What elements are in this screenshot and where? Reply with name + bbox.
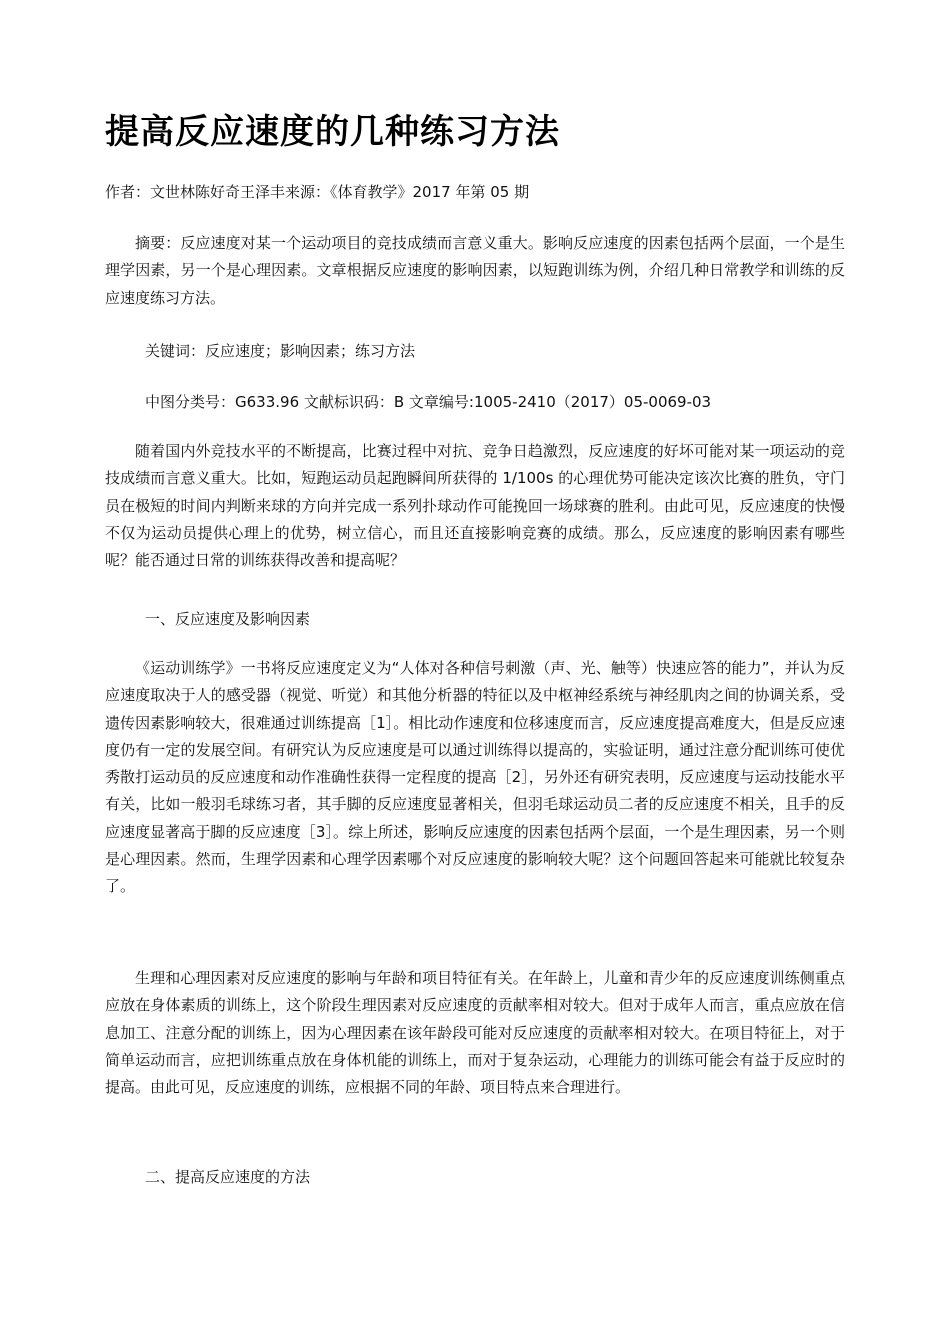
keywords-line: 关键词：反应速度；影响因素；练习方法	[145, 342, 416, 360]
abstract-paragraph: 摘要：反应速度对某一个运动项目的竞技成绩而言意义重大。影响反应速度的因素包括两个层面，一个是生理学因素，另一个是心理因素。文章根据反应速度的影响因素，以短跑训练为例，介绍几种日常教学和训练的反应速度练习方法。	[105, 234, 845, 307]
section-heading-2: 二、提高反应速度的方法	[145, 1168, 311, 1186]
article-title: 提高反应速度的几种练习方法	[105, 112, 560, 152]
body-paragraph-1: 《运动训练学》一书将反应速度定义为“人体对各种信号刺激（声、光、触等）快速应答的能力”，并认为反应速度取决于人的感受器（视觉、听觉）和其他分析器的特征以及中枢神经系统与神经肌肉之间的协调关系，受遗传因素影响较大，很难通过训练提高［1］。相比动作速度和位移速度而言，反应速度提高难度大，但是反应速度仍有一定的发展空间。有研究认为反应速度是可以通过训练得以提高的，实验证明，通过注意分配训练可使优秀散打运动员的反应速度和动作准确性获得一定程度的提高［2］，另外还有研究表明，反应速度与运动技能水平有关，比如一般羽毛球练习者，其手脚的反应速度显著相关，但羽毛球运动员二者的反应速度不相关，且手的反应速度显著高于脚的反应速度［3］。综上所述，影响反应速度的因素包括两个层面，一个是生理因素，另一个则是心理因素。然而，生理学因素和心理学因素哪个对反应速度的影响较大呢？这个问题回答起来可能就比较复杂了。	[105, 659, 845, 896]
author-source-line: 作者：文世林陈好奇王泽丰来源：《体育教学》2017 年第 05 期	[105, 183, 530, 201]
classification-line: 中图分类号：G633.96 文献标识码：B 文章编号:1005-2410（2017）05-0069-03	[145, 393, 712, 411]
body-paragraph-2: 生理和心理因素对反应速度的影响与年龄和项目特征有关。在年龄上，儿童和青少年的反应速度训练侧重点应放在身体素质的训练上，这个阶段生理因素对反应速度的贡献率相对较大。但对于成年人而言，重点应放在信息加工、注意分配的训练上，因为心理因素在该年龄段可能对反应速度的贡献率相对较大。在项目特征上，对于简单运动而言，应把训练重点放在身体机能的训练上，而对于复杂运动，心理能力的训练可能会有益于反应时的提高。由此可见，反应速度的训练，应根据不同的年龄、项目特点来合理进行。	[105, 969, 845, 1097]
intro-paragraph: 随着国内外竞技水平的不断提高，比赛过程中对抗、竞争日趋激烈，反应速度的好坏可能对某一项运动的竞技成绩而言意义重大。比如，短跑运动员起跑瞬间所获得的 1/100s 的心理优势可能决定该次比赛的胜负，守门员在极短的时间内判断来球的方向并完成一系列扑球动作可能挽回一场球赛的胜利。由此可见，反应速度的快慢不仅为运动员提供心理上的优势，树立信心，而且还直接影响竞赛的成绩。那么，反应速度的影响因素有哪些呢？能否通过日常的训练获得改善和提高呢？	[105, 442, 845, 570]
section-heading-1: 一、反应速度及影响因素	[145, 610, 311, 628]
